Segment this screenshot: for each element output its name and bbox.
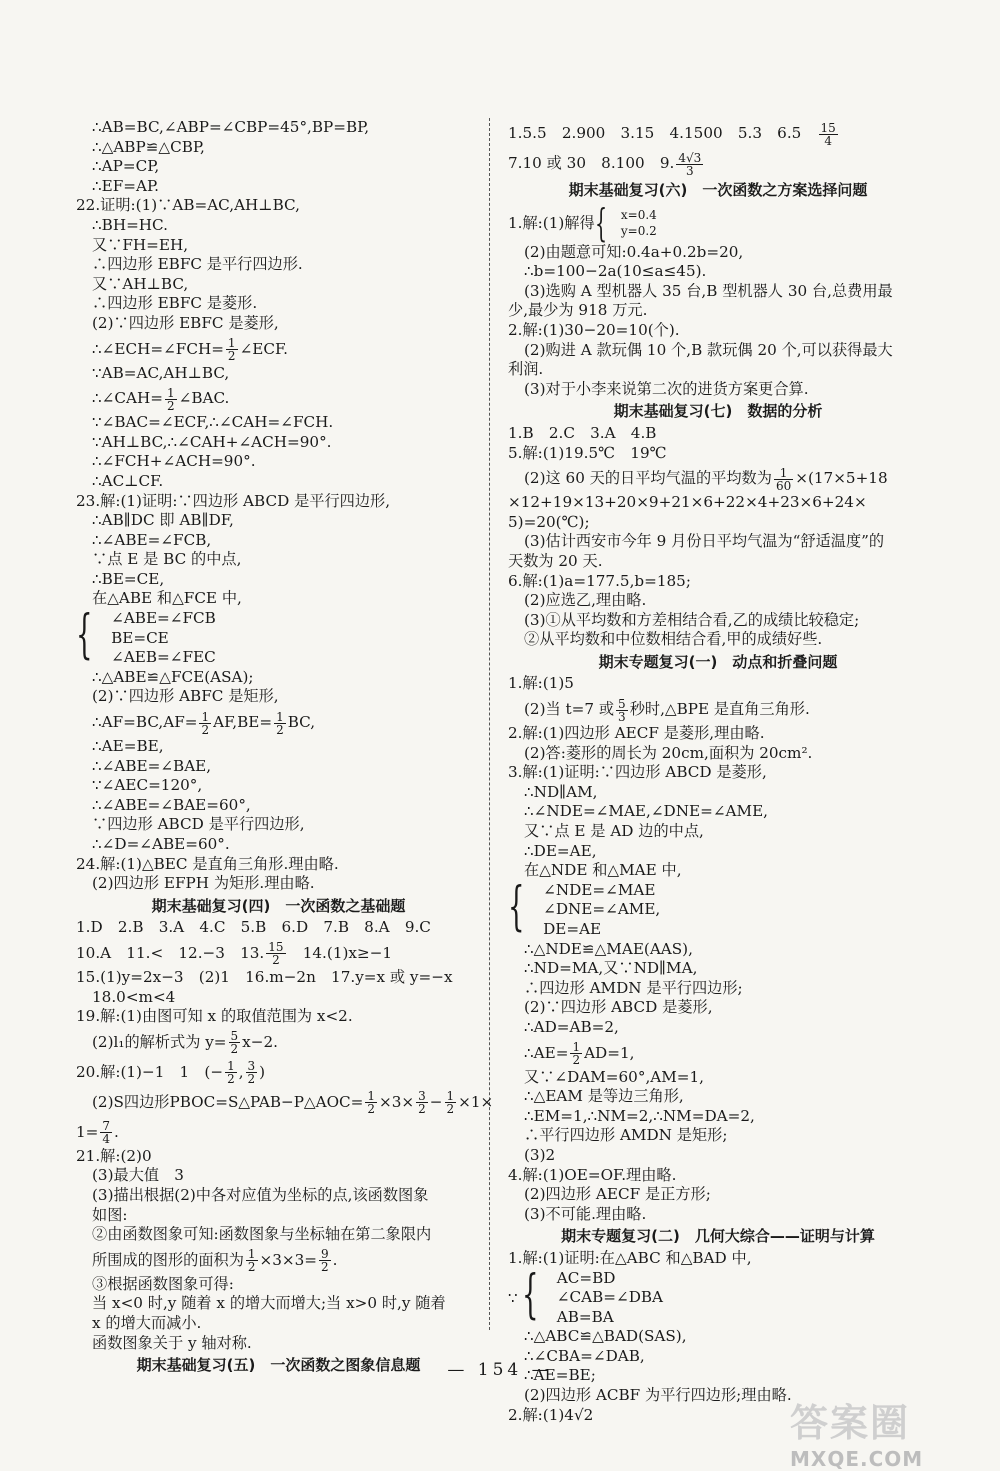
answer-line: (3)最大值 3	[92, 1166, 184, 1185]
answer-line: ∴四边形 EBFC 是平行四边形.	[92, 255, 303, 274]
section-heading: 期末基础复习(四) 一次函数之基础题	[151, 896, 406, 915]
answer-line: ∴△ABE≌△FCE(ASA);	[92, 667, 254, 686]
answer-line: 2.解:(1)四边形 AECF 是菱形,理由略.	[508, 724, 765, 743]
fraction: $\frac{1}{2}$	[201, 709, 210, 737]
answer-line: 2.解:(1)30−20=10(个).	[508, 320, 680, 339]
brace-system: { ∠NDE=∠MAE ∠DNE=∠AME, DE=AE	[508, 876, 661, 938]
answer-line: (2)四边形 ACBF 为平行四边形;理由略.	[524, 1386, 792, 1405]
answer-line: 1.解:(1)5	[508, 674, 574, 693]
answer-line: ∴AB=BC,∠ABP=∠CBP=45°,BP=BP,	[92, 118, 370, 136]
section-heading: 期末专题复习(二) 几何大综合——证明与计算	[561, 1227, 875, 1246]
answer-line: ∴BH=HC.	[92, 215, 168, 234]
answer-line: ∴∠CAH= $\frac{1}{2}$ ∠BAC.	[92, 385, 230, 413]
brace-system: ∵ { AC=BD ∠CAB=∠DBA AB=BA	[508, 1264, 663, 1326]
answer-line: ②从平均数和中位数相结合看,甲的成绩好些.	[524, 630, 823, 649]
answer-line: 24.解:(1)△BEC 是直角三角形.理由略.	[76, 854, 339, 873]
answer-line: ∴AF=BC,AF= $\frac{1}{2}$ AF,BE= $\frac{1}{2}$ BC,	[92, 709, 316, 737]
answer-line: 又∵FH=EH,	[92, 235, 189, 254]
answer-line: ∴b=100−2a(10≤a≤45).	[524, 262, 707, 281]
answer-line: (3)对于小李来说第二次的进货方案更合算.	[524, 379, 809, 398]
fraction: $\frac{1}{2}$	[247, 1247, 256, 1275]
left-column	[76, 118, 494, 1378]
fraction: $\frac{1}{2}$	[572, 1040, 581, 1068]
answer-line: 又∵AH⊥BC,	[92, 274, 189, 293]
section-heading: 期末基础复习(五) 一次函数之图象信息题	[136, 1356, 421, 1375]
answer-line: (2)∵四边形 ABCD 是菱形,	[524, 998, 713, 1017]
fraction: $\frac{15}{4}$	[820, 120, 836, 148]
answer-line: (3)选购 A 型机器人 35 台,B 型机器人 30 台,总费用最	[524, 281, 893, 300]
answer-line: (2)∵四边形 ABFC 是矩形,	[92, 687, 279, 706]
watermark-logo	[790, 1392, 970, 1471]
answer-line: ∴四边形 AMDN 是平行四边形;	[524, 978, 743, 997]
column-divider	[489, 118, 490, 1330]
left-brace: {	[594, 200, 607, 245]
answer-line: (3)①从平均数和方差相结合看,乙的成绩比较稳定;	[524, 610, 860, 629]
answer-line: 1= $\frac{7}{4}$ .	[76, 1119, 119, 1147]
fraction: $\frac{1}{2}$	[166, 385, 175, 413]
answer-line: 2.解:(1)4√2	[508, 1405, 594, 1424]
answer-line: (2)S四边形PBOC=S△PAB−P△AOC= $\frac{1}{2}$ ×3× $\frac{3}{2}$ − $\frac{1}{2}$ ×1×	[92, 1089, 494, 1117]
fraction: $\frac{1}{2}$	[227, 1059, 235, 1087]
answer-line: ∵AB=AC,AH⊥BC,	[92, 363, 230, 382]
answer-line: 在△NDE 和△MAE 中,	[524, 861, 682, 880]
watermark-title: 答案圈	[790, 1401, 911, 1445]
answer-line: ∴AE= $\frac{1}{2}$ AD=1,	[524, 1040, 635, 1068]
answer-line: 7.10 或 30 8.100 9. $\frac{4√3}{3}$	[508, 150, 702, 178]
answer-line: (3)描出根据(2)中各对应值为坐标的点,该函数图象	[92, 1185, 429, 1204]
page-number: — 154 —	[447, 1360, 553, 1380]
answer-line: ×12+19×13+20×9+21×6+22×4+23×6+24×	[508, 493, 867, 512]
answer-line: 天数为 20 天.	[508, 551, 603, 570]
fraction: $\frac{5}{2}$	[230, 1029, 239, 1057]
answer-line: ∵∠AEC=120°,	[92, 776, 203, 795]
answer-line: (2)购进 A 款玩偶 10 个,B 款玩偶 20 个,可以获得最大	[524, 340, 893, 359]
answer-line: ②由函数图象可知:函数图象与坐标轴在第二象限内	[92, 1225, 432, 1244]
answer-line: ∴四边形 EBFC 是菱形.	[92, 294, 258, 313]
answer-line: ∴△ABP≌△CBP,	[92, 137, 205, 156]
answer-line: ∴∠FCH+∠ACH=90°.	[92, 452, 256, 471]
brace-system: 1.解:(1)解得 { x=0.4 y=0.2	[508, 200, 657, 245]
answer-line: ∴∠ABE=∠BAE,	[92, 756, 212, 775]
answer-line: ∴∠NDE=∠MAE,∠DNE=∠AME,	[524, 802, 768, 821]
answer-line: 当 x<0 时,y 随着 x 的增大而增大;当 x>0 时,y 随着	[92, 1294, 446, 1313]
answer-line: ∴EF=AP.	[92, 176, 159, 195]
answer-line: (2)四边形 AECF 是正方形;	[524, 1185, 711, 1204]
answer-line: 21.解:(2)0	[76, 1146, 152, 1165]
answer-line: ∴∠D=∠ABE=60°.	[92, 835, 230, 853]
answer-line: ∴BE=CE,	[92, 569, 165, 588]
answer-line: (3)不可能.理由略.	[524, 1204, 647, 1223]
answer-line: ∴AP=CP,	[92, 157, 160, 176]
answer-line: ∴DE=AE,	[524, 841, 597, 860]
answer-line: 又∵∠DAM=60°,AM=1,	[524, 1067, 705, 1086]
answer-line: 22.证明:(1)∵AB=AC,AH⊥BC,	[76, 196, 300, 215]
fraction: $\frac{15}{2}$	[268, 940, 284, 968]
answer-line: 19.解:(1)由图可知 x 的取值范围为 x<2.	[76, 1007, 353, 1026]
answer-line: 又∵点 E 是 AD 边的中点,	[524, 822, 704, 841]
fraction: $\frac{3}{2}$	[247, 1059, 256, 1087]
answer-line: ∴平行四边形 AMDN 是矩形;	[524, 1126, 728, 1145]
fraction: $\frac{4√3}{3}$	[678, 150, 702, 178]
left-brace: {	[521, 1264, 539, 1325]
answer-line: 1.B 2.C 3.A 4.B	[508, 423, 657, 442]
answer-line: ∴AE=BE;	[524, 1366, 596, 1385]
answer-line: (3)估计西安市今年 9 月份日平均气温为“舒适温度”的	[524, 532, 885, 551]
fraction: $\frac{1}{60}$	[775, 465, 792, 493]
answer-line: ∴△EAM 是等边三角形,	[524, 1087, 684, 1106]
answer-line: ∴△ABC≌△BAD(SAS),	[524, 1327, 687, 1346]
section-heading: 期末基础复习(六) 一次函数之方案选择问题	[568, 181, 868, 199]
answer-line: ∵点 E 是 BC 的中点,	[92, 550, 242, 569]
fraction: $\frac{1}{2}$	[446, 1089, 455, 1117]
answer-line: 23.解:(1)证明:∵四边形 ABCD 是平行四边形,	[76, 491, 391, 510]
answer-line: 在△ABE 和△FCE 中,	[92, 589, 242, 608]
answer-line: (2)答:菱形的周长为 20cm,面积为 20cm².	[524, 743, 813, 762]
answer-line: x 的增大而减小.	[92, 1313, 202, 1332]
answer-line: ∴ND∥AM,	[524, 782, 598, 801]
answer-line: 少,最少为 918 万元.	[508, 301, 648, 320]
answer-line: 3.解:(1)证明:∵四边形 ABCD 是菱形,	[508, 763, 767, 782]
answer-line: ∴△NDE≌△MAE(AAS),	[524, 939, 693, 958]
answer-line: 15.(1)y=2x−3 (2)1 16.m−2n 17.y=x 或 y=−x	[76, 967, 453, 986]
fraction: $\frac{1}{2}$	[367, 1089, 376, 1117]
section-heading: 期末专题复习(一) 动点和折叠问题	[598, 652, 838, 671]
answer-line: ∴∠ABE=∠FCB,	[92, 530, 212, 549]
answer-line: ∴AB∥DC 即 AB∥DF,	[92, 511, 234, 530]
answer-line: (2)∵四边形 EBFC 是菱形,	[92, 313, 279, 332]
answer-line: ∴AC⊥CF.	[92, 471, 164, 490]
section-heading: 期末基础复习(七) 数据的分析	[613, 402, 823, 421]
answer-line: (2)四边形 EFPH 为矩形.理由略.	[92, 874, 315, 893]
left-brace: {	[76, 605, 93, 666]
left-brace: {	[508, 876, 525, 937]
answer-line: ∵AH⊥BC,∴∠CAH+∠ACH=90°.	[92, 432, 332, 451]
answer-line: (2)l₁的解析式为 y= $\frac{5}{2}$ x−2.	[92, 1029, 278, 1057]
right-column	[508, 118, 928, 1425]
answer-line: (2)这 60 天的日平均气温的平均数为 $\frac{1}{60}$ ×(17×5+18	[524, 465, 888, 493]
fraction: $\frac{5}{3}$	[618, 696, 626, 724]
answer-line: 10.A 11.< 12.−3 13. $\frac{15}{2}$ 14.(1)x≥−1	[76, 940, 393, 968]
brace-system: { ∠ABE=∠FCB BE=CE ∠AEB=∠FEC	[76, 605, 216, 667]
answer-line: ∴∠CBA=∠DAB,	[524, 1346, 645, 1365]
fraction: $\frac{1}{2}$	[227, 336, 236, 364]
fraction: $\frac{7}{4}$	[102, 1119, 111, 1147]
answer-line: 1.解:(1)证明:在△ABC 和△BAD 中,	[508, 1248, 752, 1267]
answer-line: (2)由题意可知:0.4a+0.2b=20,	[524, 242, 744, 261]
fraction: $\frac{3}{2}$	[418, 1089, 426, 1117]
answer-line: ∴∠ECH=∠FCH= $\frac{1}{2}$ ∠ECF.	[92, 336, 288, 364]
answer-line: 1.5.5 2.900 3.15 4.1500 5.3 6.5 $\frac{15}{4}$	[508, 120, 836, 148]
fraction: $\frac{1}{2}$	[276, 709, 284, 737]
answer-line: 5)=20(℃);	[508, 512, 590, 531]
answer-line: ∴AD=AB=2,	[524, 1017, 619, 1036]
answer-line: 1.D 2.B 3.A 4.C 5.B 6.D 7.B 8.A 9.C	[76, 918, 431, 937]
fraction: $\frac{9}{2}$	[321, 1247, 329, 1275]
answer-line: 利润.	[508, 360, 544, 379]
answer-line: (3)2	[524, 1145, 556, 1164]
answer-line: ∴ND=MA,又∵ND∥MA,	[524, 959, 698, 978]
answer-line: 5.解:(1)19.5℃ 19℃	[508, 443, 667, 462]
answer-line: ∴∠ABE=∠BAE=60°,	[92, 795, 251, 814]
answer-line: 18.0<m<4	[92, 987, 176, 1006]
answer-line: 函数图象关于 y 轴对称.	[92, 1333, 252, 1352]
watermark-url: MXQE.COM	[790, 1447, 924, 1471]
answer-line: (2)应选乙,理由略.	[524, 591, 647, 610]
answer-line: ③根据函数图象可得:	[92, 1274, 234, 1293]
answer-line: ∴EM=1,∴NM=2,∴NM=DA=2,	[524, 1106, 755, 1125]
answer-line: ∵∠BAC=∠ECF,∴∠CAH=∠FCH.	[92, 413, 334, 432]
answer-line: 如图:	[92, 1205, 128, 1224]
answer-line: 4.解:(1)OE=OF.理由略.	[508, 1165, 677, 1184]
answer-line: 所围成的图形的面积为 $\frac{1}{2}$ ×3×3= $\frac{9}{2}$ .	[92, 1247, 338, 1275]
because-symbol: ∵	[508, 1288, 518, 1307]
answer-line: ∴AE=BE,	[92, 737, 164, 756]
answer-line: 6.解:(1)a=177.5,b=185;	[508, 571, 691, 590]
answer-line: ∵四边形 ABCD 是平行四边形,	[92, 815, 305, 834]
answer-line: 20.解:(1)−1 1 (− $\frac{1}{2}$ , $\frac{3}{2}$ )	[76, 1059, 266, 1087]
answer-line: (2)当 t=7 或 $\frac{5}{3}$ 秒时,△BPE 是直角三角形.	[524, 696, 810, 724]
